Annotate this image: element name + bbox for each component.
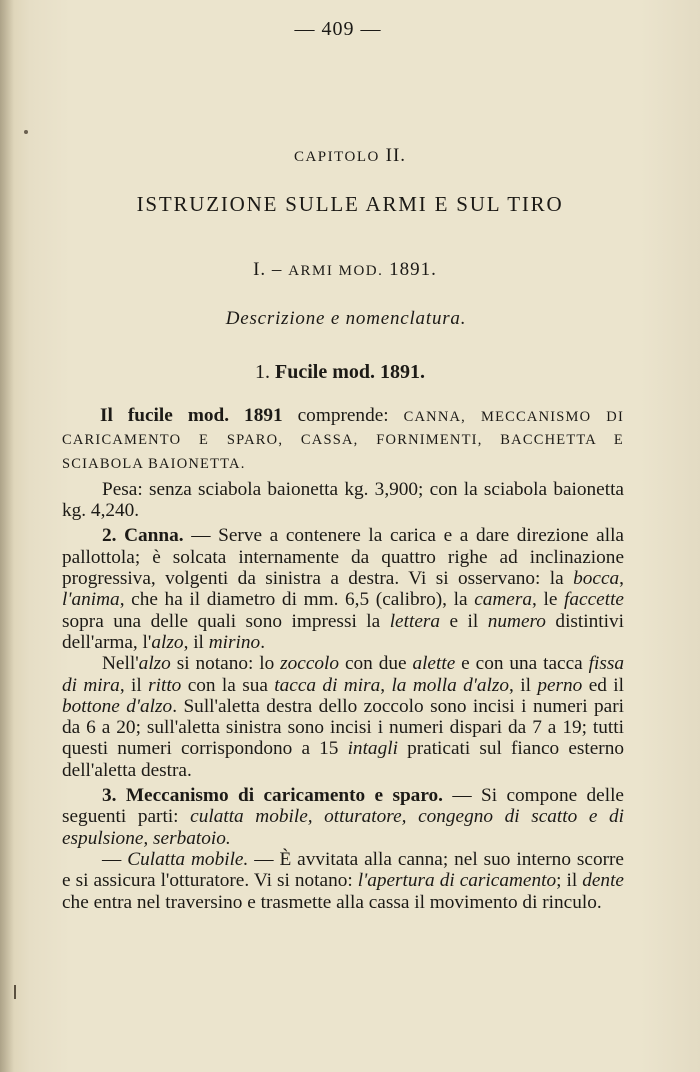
item-number: 1. — [255, 361, 270, 383]
para3-t7: distintivi dell'arma, l' — [62, 610, 625, 653]
para3-t2: , — [619, 568, 624, 590]
paragraph-4 — [62, 653, 624, 781]
para4-t9: ed il — [582, 674, 624, 696]
para3-t6: e il — [440, 610, 488, 632]
para3-i6: numero — [487, 610, 546, 632]
para4-t6: con la sua — [181, 674, 275, 696]
paragraph-5 — [62, 785, 624, 849]
para6-t1: — È avvitata alla canna; nel suo interno scorre e si assicura l'otturatore. Vi si notano: — [62, 848, 624, 892]
para4-t8: , il — [509, 674, 538, 696]
para3-i5: lettera — [389, 610, 441, 632]
para4-i6: tacca di mira — [274, 674, 381, 696]
para3-i7: alzo — [151, 631, 184, 653]
para3-lead: 2. Canna. — [102, 525, 184, 547]
para4-i9: bottone d'alzo — [62, 695, 173, 717]
description-heading: Descrizione e nomenclatura. — [225, 308, 467, 329]
para3-i3: camera — [474, 589, 533, 611]
subtitle-label: ARMI MOD. — [288, 263, 384, 279]
subtitle — [0, 259, 690, 281]
item-title — [0, 361, 680, 384]
para4-t1: Nell' — [102, 653, 139, 675]
chapter-heading — [0, 145, 700, 167]
para4-i4: fissa di mira — [62, 653, 624, 696]
body-text — [62, 405, 624, 913]
para6-i2: dente — [582, 870, 624, 892]
paragraph-2: Pesa: senza sciabola baionetta kg. 3,900; con la sciabola baionetta kg. 4,240. — [62, 478, 624, 522]
chapter-numeral: II. — [385, 145, 407, 166]
paragraph-3 — [62, 525, 624, 653]
para5-lead: 3. Meccanismo di caricamento e sparo. — [102, 785, 443, 807]
para4-i2: zoccolo — [280, 653, 340, 675]
para6-i0: Culatta mobile. — [127, 848, 249, 870]
para5-t1: — Si compone delle seguenti parti: — [62, 785, 624, 828]
subtitle-year: 1891. — [389, 259, 437, 280]
paragraph-6 — [62, 849, 624, 913]
subtitle-prefix: I. – — [253, 259, 283, 280]
item-title-text: Fucile mod. 1891. — [275, 361, 425, 383]
para3-t8: , il — [183, 631, 209, 653]
para6-t3: che entra nel traversino e trasmette alla cassa il movimento di rinculo. — [62, 891, 602, 913]
para4-t5: , il — [119, 674, 149, 696]
para3-t4: , le — [532, 589, 565, 611]
para4-i10: intagli — [347, 738, 398, 760]
para3-i1: bocca — [573, 568, 620, 590]
para4-i8: perno — [537, 674, 583, 696]
para3-t1: — Serve a contenere la carica e a dare direzione alla pallottola; è solcata internamente da quattro righe ad inclinazione progressiva, volgenti da sinistra a destra. Vi si osservano: la — [62, 525, 624, 590]
para4-i1: alzo — [138, 653, 171, 675]
para3-t9: . — [260, 631, 266, 653]
para3-i4: faccette — [564, 589, 624, 611]
para6-t2: ; il — [556, 870, 583, 892]
para4-t7: , — [380, 674, 392, 696]
para3-i2: l'anima — [62, 589, 120, 611]
margin-mark — [14, 985, 16, 999]
para4-t2: si notano: lo — [170, 653, 281, 675]
para4-t3: con due — [339, 653, 413, 675]
para3-t5: sopra una delle quali sono impressi la — [62, 610, 390, 632]
para3-t3: , che ha il diametro di mm. 6,5 (calibro), la — [119, 589, 475, 611]
para3-i8: mirino — [208, 631, 261, 653]
para4-t10: . Sull'aletta destra dello zoccolo sono incisi i numeri pari da 6 a 20; sull'aletta sinistra sono incisi i numeri dispari da 7 a 19; tutti questi numeri corrispondono a 15 — [62, 695, 624, 760]
section-title: ISTRUZIONE SULLE ARMI E SUL TIRO — [136, 192, 564, 216]
paragraph-1 — [62, 405, 624, 475]
paper-spot — [24, 130, 28, 134]
para4-i3: alette — [412, 653, 456, 675]
para4-i7: la molla d'alzo — [391, 674, 510, 696]
para1-lead: Il fucile mod. 1891 — [100, 405, 283, 426]
para1-parts: CANNA, MECCANISMO DI CARICAMENTO E SPARO, CASSA, FORNIMENTI, BACCHETTA E SCIABOLA BAIONETTA. — [62, 409, 624, 472]
para4-i5: ritto — [148, 674, 182, 696]
para4-t11: praticati sul fianco esterno dell'aletta destra. — [62, 738, 624, 781]
para5-i1: culatta mobile, otturatore, congegno di scatto e di espulsione, serbatoio. — [62, 806, 624, 849]
para1-text: comprende: — [282, 405, 404, 426]
para6-i1: l'apertura di caricamento — [357, 870, 557, 892]
page-number: — 409 — — [294, 18, 382, 40]
chapter-label: CAPITOLO — [293, 149, 380, 165]
para6-t0: — — [102, 848, 128, 870]
para4-t4: e con una tacca — [455, 653, 589, 675]
